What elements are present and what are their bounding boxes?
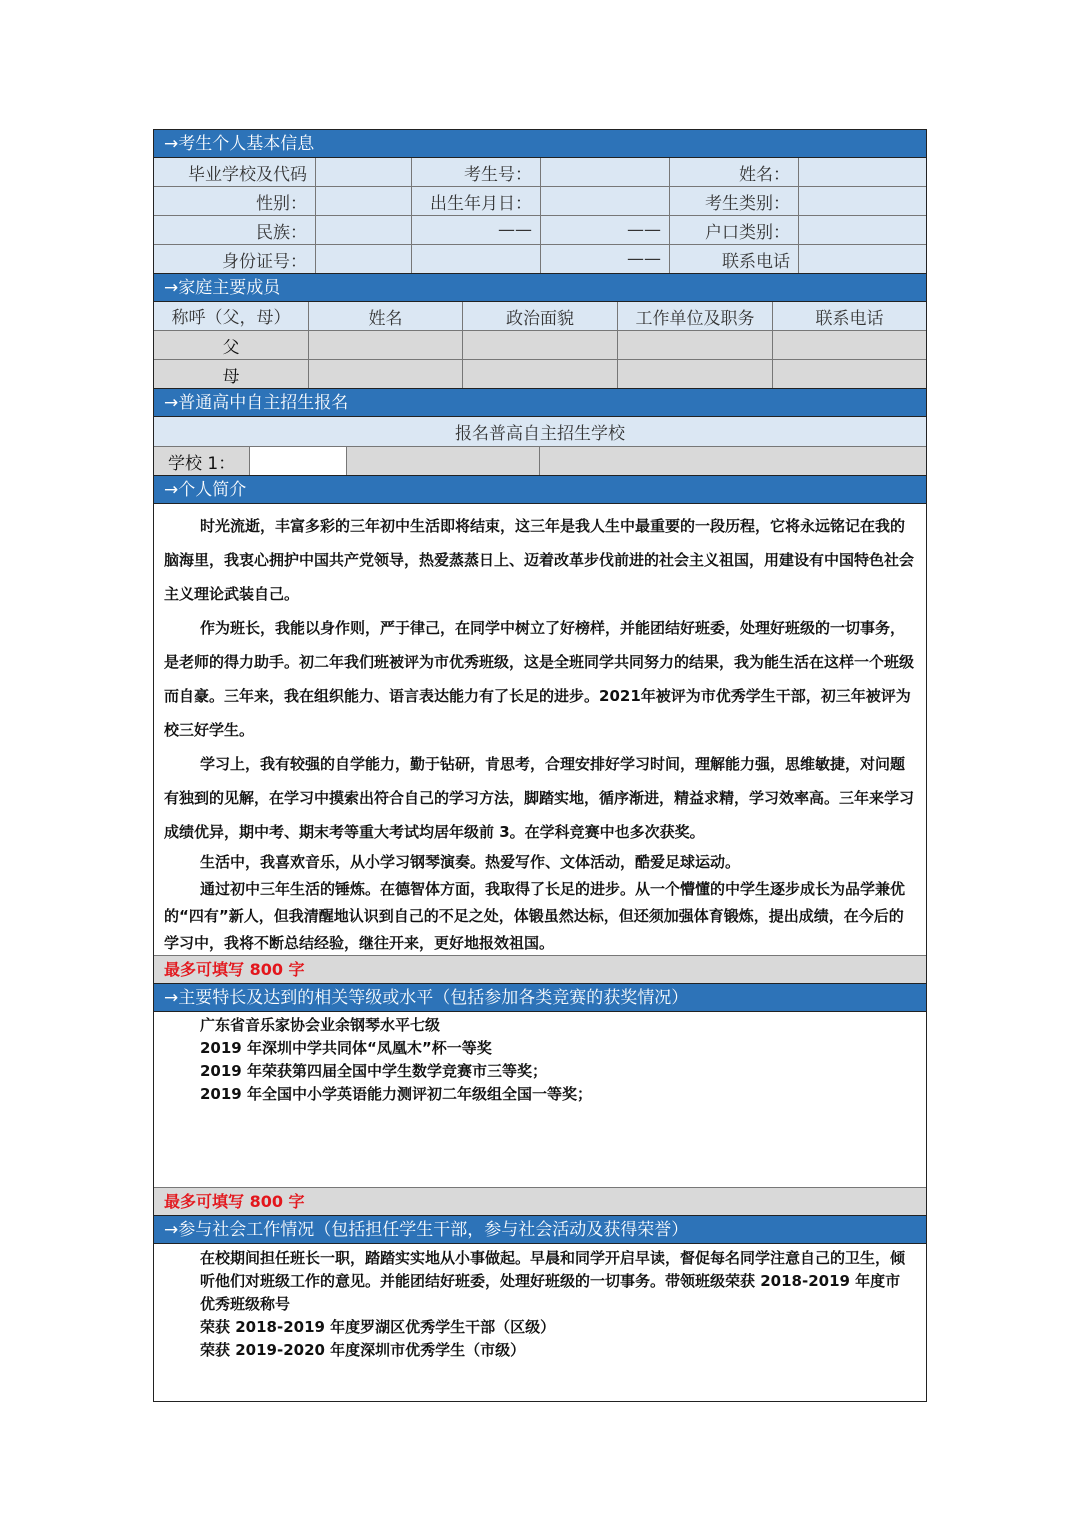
section-header-social: →参与社会工作情况（包括担任学生干部，参与社会活动及获得荣誉） — [154, 1216, 926, 1244]
intro-paragraph: 作为班长，我能以身作则，严于律己，在同学中树立了好榜样，并能团结好班委，处理好班级的一切事务，是老师的得力助手。初二年我们班被评为市优秀班级，这是全班同学共同努力的结果，我为能生活在这样一个班级而自豪。三年来，我在组织能力、语言表达能力有了长足的进步。2021年被评为市优秀学生干部，初三年被评为校三好学生。 — [164, 619, 915, 739]
id-no-field-ext[interactable] — [412, 245, 541, 273]
school-1-row — [154, 447, 926, 476]
birth-label: 出生年月日： — [412, 187, 541, 215]
relation-father: 父 — [154, 331, 309, 359]
word-limit-note: 最多可填写 800 字 — [154, 956, 926, 984]
gender-field[interactable] — [316, 187, 412, 215]
gender-label: 性别： — [154, 187, 316, 215]
family-col-political: 政治面貌 — [463, 302, 618, 330]
family-row-mother — [154, 360, 926, 389]
dash-cell: —— — [541, 216, 670, 244]
id-no-field[interactable] — [316, 245, 412, 273]
phone-label: 联系电话 — [670, 245, 799, 273]
hukou-label: 户口类别： — [670, 216, 799, 244]
section-header-talent: →主要特长及达到的相关等级或水平（包括参加各类竞赛的获奖情况） — [154, 984, 926, 1012]
section-header-family: →家庭主要成员 — [154, 274, 926, 302]
intro-paragraph: 通过初中三年生活的锤炼。在德智体方面，我取得了长足的进步。从一个懵懂的中学生逐步成长为品学兼优的“四有”新人，但我清醒地认识到自己的不足之处，体锻虽然达标，但还须加强体育锻炼，提出成绩，在今后的学习中，我将不断总结经验，继往开来，更好地报效祖国。 — [164, 880, 906, 952]
school-code-field[interactable] — [316, 158, 412, 186]
school-1-field[interactable] — [250, 447, 347, 475]
hukou-field[interactable] — [799, 216, 926, 244]
ethnic-label: 民族： — [154, 216, 316, 244]
basic-row-3 — [154, 216, 926, 245]
father-work-field[interactable] — [618, 331, 773, 359]
school-title: 报名普高自主招生学校 — [154, 417, 926, 446]
school-1-extra[interactable] — [347, 447, 540, 475]
basic-info-table — [154, 158, 926, 274]
father-political-field[interactable] — [463, 331, 618, 359]
exam-no-label: 考生号： — [412, 158, 541, 186]
section-header-basic-info: →考生个人基本信息 — [154, 130, 926, 158]
basic-row-1 — [154, 158, 926, 187]
family-col-name: 姓名 — [309, 302, 463, 330]
birth-field[interactable] — [541, 187, 670, 215]
social-list[interactable] — [154, 1244, 926, 1401]
school-code-label: 毕业学校及代码 — [154, 158, 316, 186]
father-phone-field[interactable] — [773, 331, 926, 359]
family-col-phone: 联系电话 — [773, 302, 926, 330]
social-item: 荣获 2019-2020 年度深圳市优秀学生（市级） — [200, 1341, 526, 1359]
family-table — [154, 302, 926, 389]
application-form — [153, 129, 927, 1402]
family-row-father — [154, 331, 926, 360]
word-limit-note: 最多可填写 800 字 — [154, 1188, 926, 1216]
school-title-row — [154, 417, 926, 447]
id-no-label: 身份证号： — [154, 245, 316, 273]
social-item: 在校期间担任班长一职，踏踏实实地从小事做起。早晨和同学开启早读，督促每名同学注意自己的卫生，倾听他们对班级工作的意见。并能团结好班委，处理好班级的一切事务。带领班级荣获 2018-2019 年度市优秀班级称号 — [200, 1249, 906, 1313]
talent-item: 2019 年全国中小学英语能力测评初二年级组全国一等奖； — [200, 1085, 592, 1103]
family-col-work: 工作单位及职务 — [618, 302, 773, 330]
father-name-field[interactable] — [309, 331, 463, 359]
family-header-row — [154, 302, 926, 331]
mother-phone-field[interactable] — [773, 360, 926, 388]
school-1-extra-2[interactable] — [540, 447, 926, 475]
dash-cell: —— — [412, 216, 541, 244]
talent-item: 广东省音乐家协会业余钢琴水平七级 — [200, 1016, 441, 1034]
intro-paragraph: 学习上，我有较强的自学能力，勤于钻研，肯思考，合理安排好学习时间，理解能力强，思维敏捷，对问题有独到的见解，在学习中摸索出符合自己的学习方法，脚踏实地，循序渐进，精益求精，学习效率高。三年来学习成绩优异，期中考、期末考等重大考试均居年级前 3。在学科竞赛中也多次获奖。 — [164, 755, 915, 841]
intro-text[interactable] — [154, 504, 926, 956]
basic-row-2 — [154, 187, 926, 216]
school-1-label: 学校 1： — [154, 447, 250, 475]
basic-row-4 — [154, 245, 926, 274]
talent-item: 2019 年深圳中学共同体“凤凰木”杯一等奖 — [200, 1039, 492, 1057]
relation-mother: 母 — [154, 360, 309, 388]
dash-cell: —— — [541, 245, 670, 273]
intro-paragraph: 生活中，我喜欢音乐，从小学习钢琴演奏。热爱写作、文体活动，酷爱足球运动。 — [200, 853, 741, 871]
talent-list[interactable] — [154, 1012, 926, 1188]
intro-paragraph: 时光流逝，丰富多彩的三年初中生活即将结束，这三年是我人生中最重要的一段历程，它将永远铭记在我的脑海里，我衷心拥护中国共产党领导，热爱蒸蒸日上、迈着改革步伐前进的社会主义祖国，用建设有中国特色社会主义理论武装自己。 — [164, 517, 915, 603]
phone-field[interactable] — [799, 245, 926, 273]
mother-political-field[interactable] — [463, 360, 618, 388]
name-field[interactable] — [799, 158, 926, 186]
category-field[interactable] — [799, 187, 926, 215]
ethnic-field[interactable] — [316, 216, 412, 244]
section-header-school: →普通高中自主招生报名 — [154, 389, 926, 417]
mother-work-field[interactable] — [618, 360, 773, 388]
name-label: 姓名： — [670, 158, 799, 186]
category-label: 考生类别： — [670, 187, 799, 215]
exam-no-field[interactable] — [541, 158, 670, 186]
talent-item: 2019 年荣获第四届全国中学生数学竞赛市三等奖； — [200, 1062, 547, 1080]
mother-name-field[interactable] — [309, 360, 463, 388]
family-col-relation: 称呼（父，母） — [154, 302, 309, 330]
section-header-intro: →个人简介 — [154, 476, 926, 504]
social-item: 荣获 2018-2019 年度罗湖区优秀学生干部（区级） — [200, 1318, 556, 1336]
